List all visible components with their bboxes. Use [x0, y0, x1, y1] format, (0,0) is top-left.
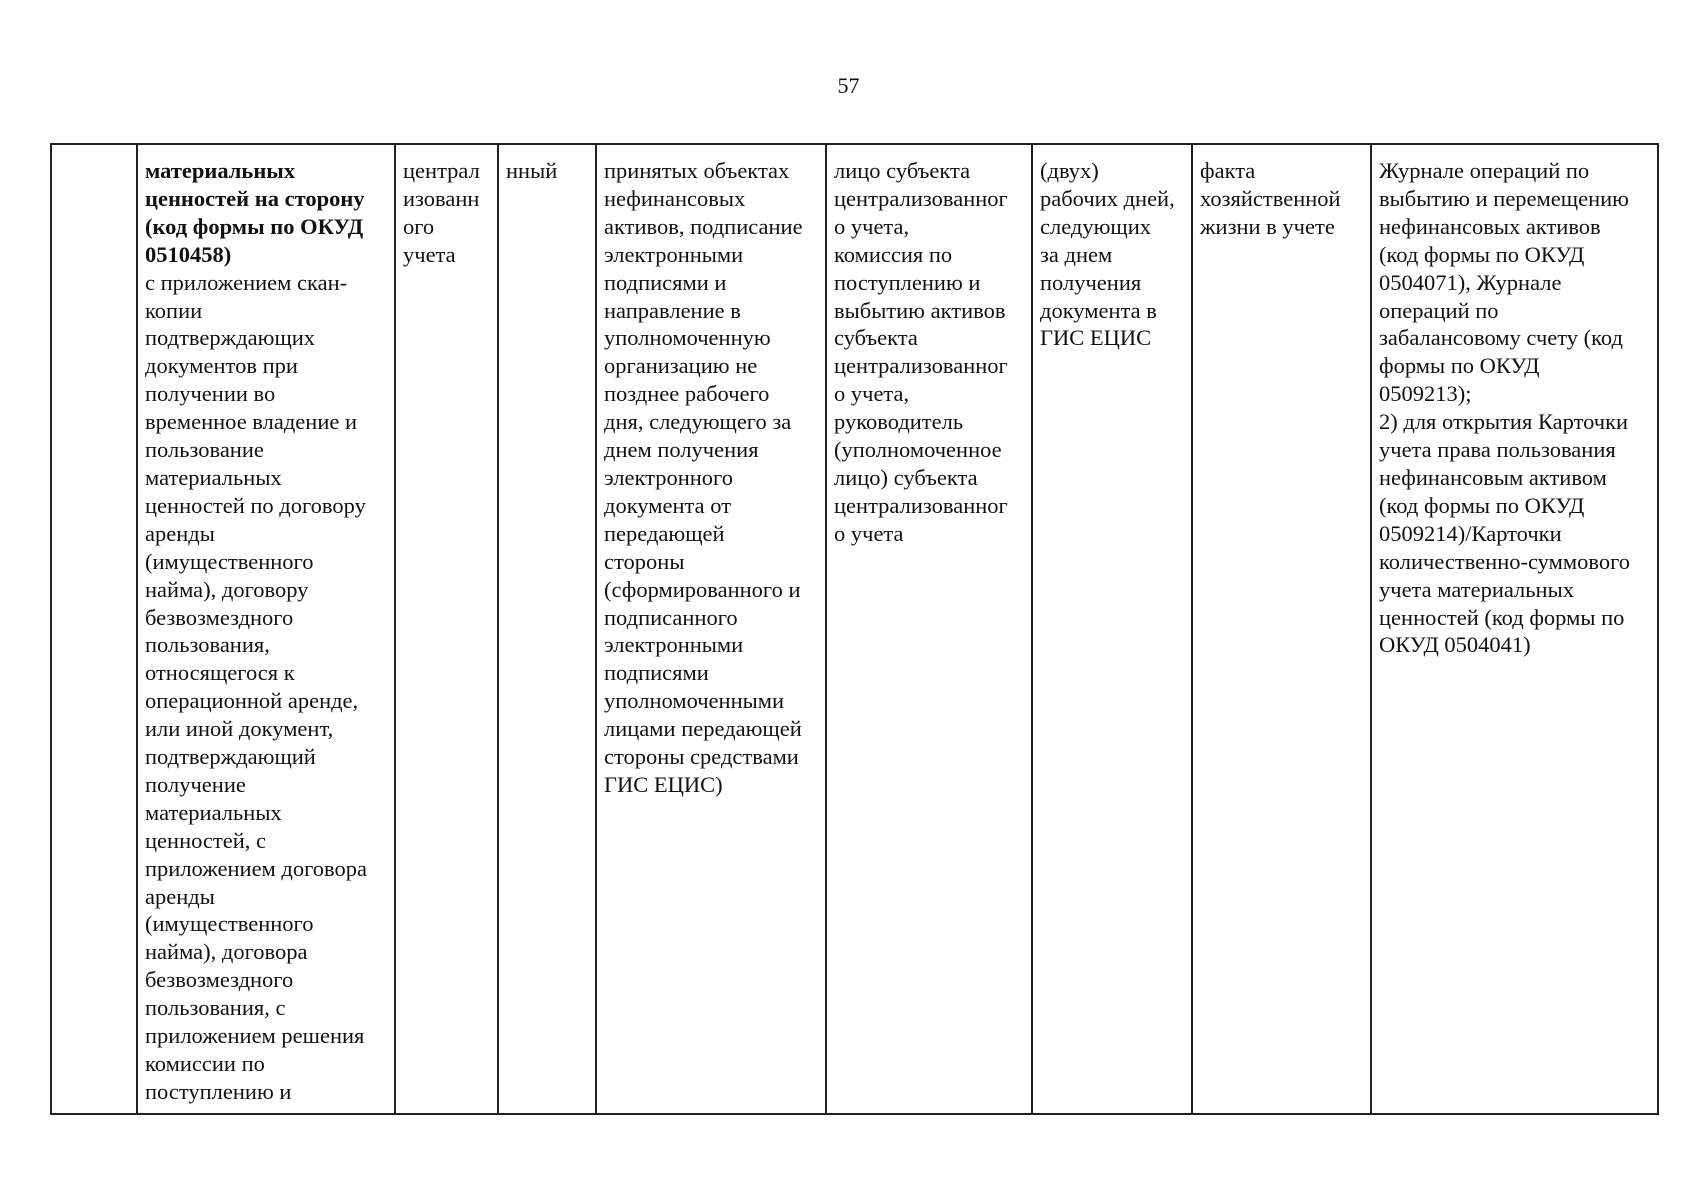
cell-col5-text: принятых объектах нефинансовых активов, подписание электронными подписями и направление в уполномоченную организацию не позднее рабочего дня, следующего за днем получения электронного документа от передающей стороны (сформированного и подписанного электронными подписями уполномоченными лицами передающей стороны средствами ГИС ЕЦИС) [604, 158, 803, 797]
table-cell-number [51, 144, 137, 1114]
document-table [50, 143, 1659, 1115]
table-cell-col7 [1032, 144, 1192, 1114]
table-cell-col6 [826, 144, 1032, 1114]
cell-col7-text: (двух) рабочих дней, следующих за днем получения документа в ГИС ЕЦИС [1040, 158, 1175, 351]
table-cell-col8 [1192, 144, 1371, 1114]
cell-col6-text: лицо субъекта централизованног о учета, комиссия по поступлению и выбытию активов субъекта централизованног о учета, руководитель (уполномоченное лицо) субъекта централизованног о учета [834, 158, 1008, 546]
table-row [51, 144, 1658, 1114]
cell-col8-text: факта хозяйственной жизни в учете [1200, 158, 1341, 239]
cell-col4-text: нный [506, 158, 558, 183]
document-description: с приложением скан- копии подтверждающих документов при получении во временное владение и пользование материальных ценностей по договору аренды (имущественного найма), договору безвозмездного пользования, относящегося к операционной аренде, или иной документ, подтверждающий получение материальных ценностей, с приложением договора аренды (имущественного найма), договора безвозмездного пользования, с приложением решения комиссии по поступлению и [145, 269, 367, 1104]
table-cell-document [137, 144, 395, 1114]
document-title-bold: материальных ценностей на сторону (код формы по ОКУД 0510458) [145, 158, 365, 267]
cell-col9-text: Журнале операций по выбытию и перемещению нефинансовых активов (код формы по ОКУД 0504071), Журнале операций по забалансовому счету (код формы по ОКУД 0509213); 2) для открытия Карточки учета права пользования нефинансовым активом (код формы по ОКУД 0509214)/Карточки количественно-суммового учета материальных ценностей (код формы по ОКУД 0504041) [1379, 158, 1631, 658]
table-cell-col4 [498, 144, 596, 1114]
table-cell-col5 [596, 144, 826, 1114]
cell-col3-text: централ изованн ого учета [403, 158, 480, 267]
table-cell-col3 [395, 144, 498, 1114]
page-number: 57 [837, 73, 860, 98]
table-cell-col9 [1371, 144, 1658, 1114]
